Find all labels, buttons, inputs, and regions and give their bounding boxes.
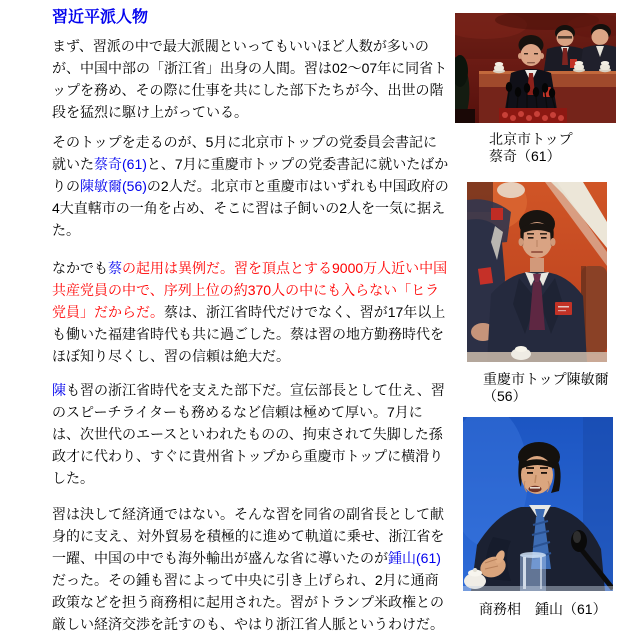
link-chen-miner[interactable]: 陳敏爾(56) xyxy=(80,178,147,194)
photo-zhong-shan xyxy=(463,417,613,591)
paragraph-text: なかでも xyxy=(52,260,108,276)
paragraph-text: も習の浙江省時代を支えた部下だ。宣伝部長として仕え、習のスピーチライターも務めるなど信頼は極めて厚い。7月には、次世代のエースといわれたものの、拘束されて失脚した孫政才に代わり、すぐに貴州省トップから重慶市トップに横滑りした。 xyxy=(52,382,445,486)
figure-zhong-shan xyxy=(455,417,633,618)
emphasized-red-text: の起用は異例だ。習を頂点とする9000万人近い中国共産党員の中で、序列上位の約370人の中にも入らない「ヒラ党員」だからだ。 xyxy=(52,260,448,320)
link-chen[interactable]: 陳 xyxy=(52,382,66,398)
link-cai-qi[interactable]: 蔡奇(61) xyxy=(94,156,147,172)
photo-caption-zhong-shan xyxy=(455,601,633,618)
link-zhong-shan[interactable]: 鍾山(61) xyxy=(388,550,441,566)
caption-line: 蔡奇（61） xyxy=(489,148,561,164)
caption-line: （56） xyxy=(483,388,527,404)
caption-line: 北京市トップ xyxy=(489,131,573,147)
figure-cai-qi xyxy=(455,13,633,165)
paragraph-zhong-shan xyxy=(52,503,450,635)
photo-caption-chen-miner xyxy=(455,371,633,405)
paragraph-text: だった。その鍾も習によって中央に引き上げられ、2月に通商政策などを担う商務相に起用された。習がトランプ米政権との厳しい経済交渉を託すのも、やはり浙江省人脈というわけだ。 xyxy=(52,572,444,632)
photo-cai-qi xyxy=(455,13,616,123)
photo-caption-cai-qi xyxy=(455,131,633,165)
article-body xyxy=(52,6,450,635)
paragraph-intro xyxy=(52,35,450,123)
photo-column xyxy=(455,13,633,618)
paragraph-chen xyxy=(52,379,450,489)
figure-chen-miner xyxy=(455,182,633,405)
link-cai[interactable]: 蔡 xyxy=(108,260,122,276)
paragraph-text: の2人だ。北京市と重慶市はいずれも中国政府の4大直轄市の一角を占め、そこに習は子飼いの2人を一気に据えた。 xyxy=(52,178,449,238)
paragraph-text: そのトップを走るのが、5月に北京市トップの党委員会書記に就いた xyxy=(52,134,437,172)
paragraph-two-tops xyxy=(52,131,450,241)
photo-chen-miner xyxy=(467,182,607,362)
paragraph-cai-exception xyxy=(52,257,450,367)
paragraph-text: 習は決して経済通ではない。そんな習を同省の副省長として献身的に支え、対外貿易を積極的に進めて軌道に乗せ、浙江省を一躍、中国の中でも海外輸出が盛んな省に導いたのが xyxy=(52,506,445,566)
caption-line: 商務相 鍾山（61） xyxy=(479,601,607,617)
article-title-link[interactable]: 習近平派人物 xyxy=(52,9,149,26)
paragraph-text: と、7月に重慶市トップの党委書記に就いたばかりの xyxy=(52,156,449,194)
caption-line: 重慶市トップ陳敏爾 xyxy=(483,371,609,387)
paragraph-text: まず、習派の中で最大派閥といってもいいほど人数が多いのが、中国中部の「浙江省」出身の人間。習は02～07年に同省トップを務め、その際に仕事を共にした部下たちが今、出世の階段を猛烈に駆け上がっている。 xyxy=(52,38,448,120)
paragraph-text: 蔡は、浙江省時代だけでなく、習が17年以上も働いた福建省時代も共に過ごした。蔡は習の地方勤務時代をほぼ知り尽くし、習の信頼は絶大だ。 xyxy=(52,304,446,364)
